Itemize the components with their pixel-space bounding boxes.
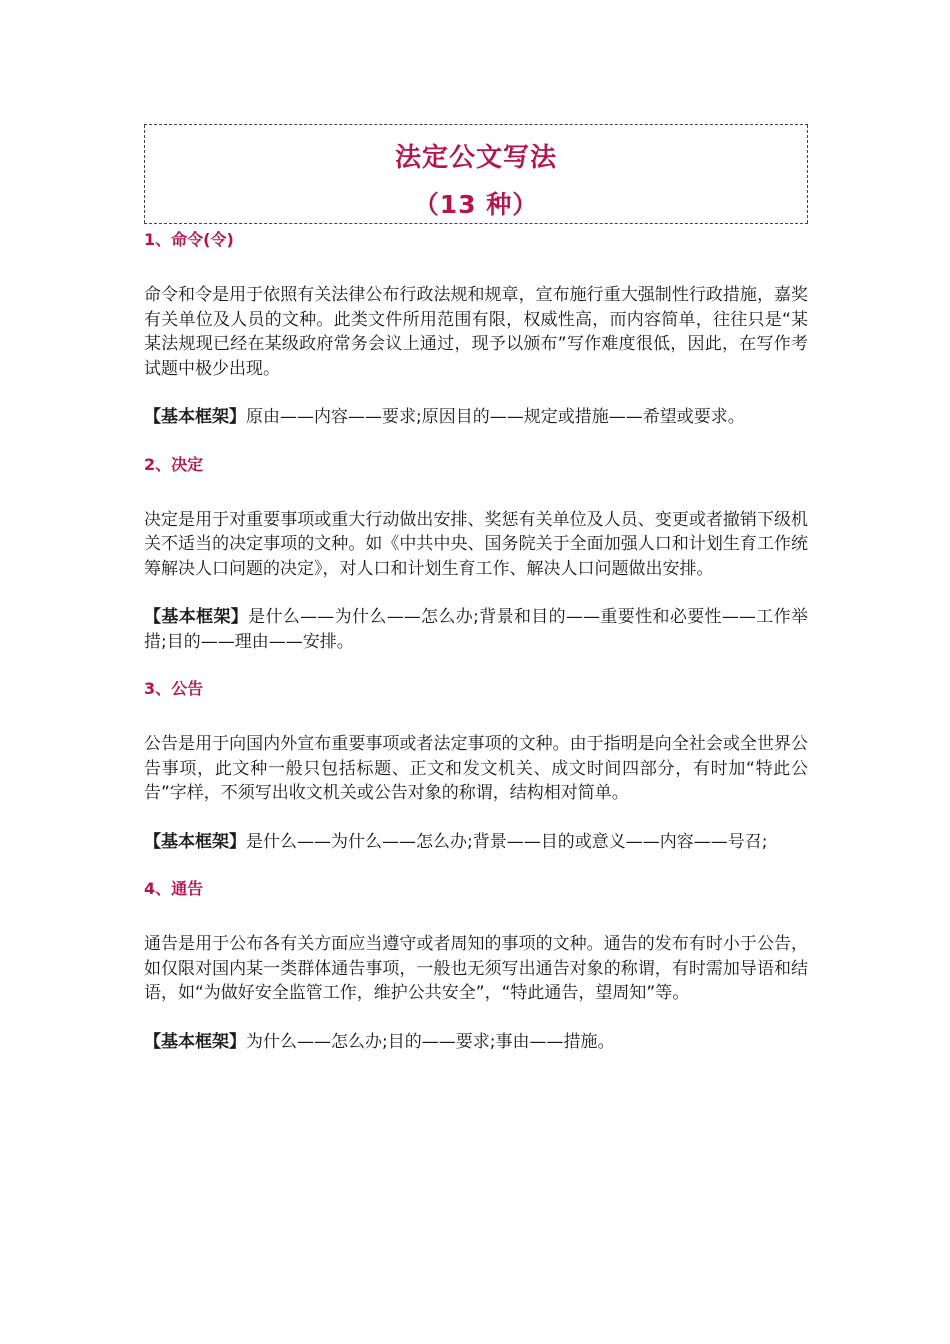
frame-label: 【基本框架】: [144, 831, 246, 852]
section-body-4: 通告是用于公布各有关方面应当遵守或者周知的事项的文种。通告的发布有时小于公告，如仅限对国内某一类群体通告事项，一般也无须写出通告对象的称谓，有时需加导语和结语，如“为做好安全监管工作，维护公共安全”，“特此通告，望周知”等。: [144, 934, 808, 1003]
document-subtitle: （13 种）: [413, 190, 539, 219]
section-frame-1: [144, 405, 808, 430]
frame-label: 【基本框架】: [144, 607, 249, 627]
section-body-3: 公告是用于向国内外宣布重要事项或者法定事项的文种。由于指明是向全社会或全世界公告事项，此文种一般只包括标题、正文和发文机关、成文时间四部分，有时加“特此公告”字样，不须写出收文机关或公告对象的称谓，结构相对简单。: [144, 734, 808, 803]
section-body-2: 决定是用于对重要事项或重大行动做出安排、奖惩有关单位及人员、变更或者撤销下级机关不适当的决定事项的文种。如《中共中央、国务院关于全面加强人口和计划生育工作统筹解决人口问题的决定》，对人口和计划生育工作、解决人口问题做出安排。: [144, 509, 808, 579]
frame-text: 是什么——为什么——怎么办;背景和目的——重要性和必要性——工作举措;目的——理由——安排。: [144, 607, 808, 652]
frame-text: 是什么——为什么——怎么办;背景——目的或意义——内容——号召;: [246, 831, 768, 852]
document-title: 法定公文写法: [394, 143, 557, 173]
frame-label: 【基本框架】: [144, 1031, 246, 1052]
section-heading-2: 2、决定: [144, 454, 204, 474]
title-box: [144, 124, 808, 224]
section-frame-4: [144, 1030, 808, 1055]
section-heading-3: 3、公告: [144, 679, 204, 698]
section-heading-1: 1、命令(令): [144, 230, 234, 249]
document-page: [144, 124, 808, 1054]
frame-label: 【基本框架】: [144, 407, 246, 427]
section-frame-2: [144, 605, 808, 654]
frame-text: 为什么——怎么办;目的——要求;事由——措施。: [246, 1031, 615, 1052]
section-frame-3: [144, 830, 808, 855]
section-heading-4: 4、通告: [144, 879, 204, 898]
section-body-1: 命令和令是用于依照有关法律公布行政法规和规章，宣布施行重大强制性行政措施，嘉奖有关单位及人员的文种。此类文件所用范围有限，权威性高，而内容简单，往往只是“某某法规现已经在某级政府常务会议上通过，现予以颁布”写作难度很低，因此，在写作考试题中极少出现。: [144, 285, 808, 379]
frame-text: 原由——内容——要求;原因目的——规定或措施——希望或要求。: [246, 407, 745, 427]
